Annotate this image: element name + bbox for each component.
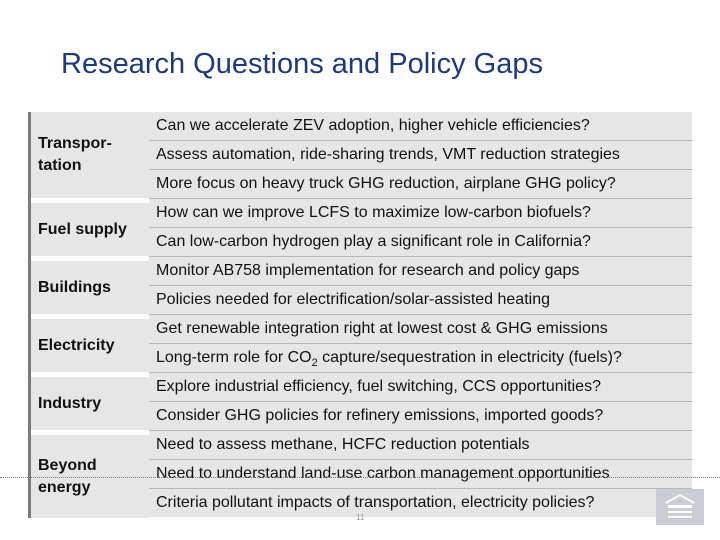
category-column bbox=[28, 112, 149, 518]
footer-divider bbox=[0, 477, 720, 478]
logo-icon bbox=[656, 489, 704, 525]
question-row: Need to understand land-use carbon management opportunities bbox=[149, 460, 692, 488]
category-buildings bbox=[31, 261, 149, 314]
question-column bbox=[149, 112, 692, 518]
category-transportation bbox=[31, 112, 149, 198]
category-buildings-label: Buildings bbox=[38, 278, 111, 296]
category-transportation-label: Transpor- tation bbox=[38, 135, 112, 174]
question-row: How can we improve LCFS to maximize low-carbon biofuels? bbox=[149, 199, 692, 227]
question-row: Can low-carbon hydrogen play a significant role in California? bbox=[149, 228, 692, 256]
category-electricity bbox=[31, 319, 149, 372]
category-industry bbox=[31, 377, 149, 430]
question-row: More focus on heavy truck GHG reduction, airplane GHG policy? bbox=[149, 170, 692, 198]
question-row: Consider GHG policies for refinery emissions, imported goods? bbox=[149, 402, 692, 430]
question-row: Can we accelerate ZEV adoption, higher vehicle efficiencies? bbox=[149, 112, 692, 140]
organization-logo bbox=[656, 489, 704, 525]
question-row: Get renewable integration right at lowest cost & GHG emissions bbox=[149, 315, 692, 343]
page-number: 11 bbox=[356, 513, 365, 522]
question-row: Criteria pollutant impacts of transportation, electricity policies? bbox=[149, 489, 692, 517]
slide-title: Research Questions and Policy Gaps bbox=[61, 48, 543, 80]
category-industry-label: Industry bbox=[38, 394, 102, 412]
category-fuel-supply bbox=[31, 203, 149, 256]
question-row: Need to assess methane, HCFC reduction potentials bbox=[149, 431, 692, 459]
category-beyond-energy-label: Beyond energy bbox=[38, 456, 97, 496]
question-row: Policies needed for electrification/solar-assisted heating bbox=[149, 286, 692, 314]
question-row: Assess automation, ride-sharing trends, VMT reduction strategies bbox=[149, 141, 692, 169]
category-electricity-label: Electricity bbox=[38, 336, 115, 354]
question-row: Monitor AB758 implementation for research and policy gaps bbox=[149, 257, 692, 285]
question-row: Explore industrial efficiency, fuel switching, CCS opportunities? bbox=[149, 373, 692, 401]
question-row: Long-term role for $CO_2$ capture/sequestration in electricity (fuels)? bbox=[149, 344, 692, 372]
category-fuel-supply-label: Fuel supply bbox=[38, 220, 127, 238]
